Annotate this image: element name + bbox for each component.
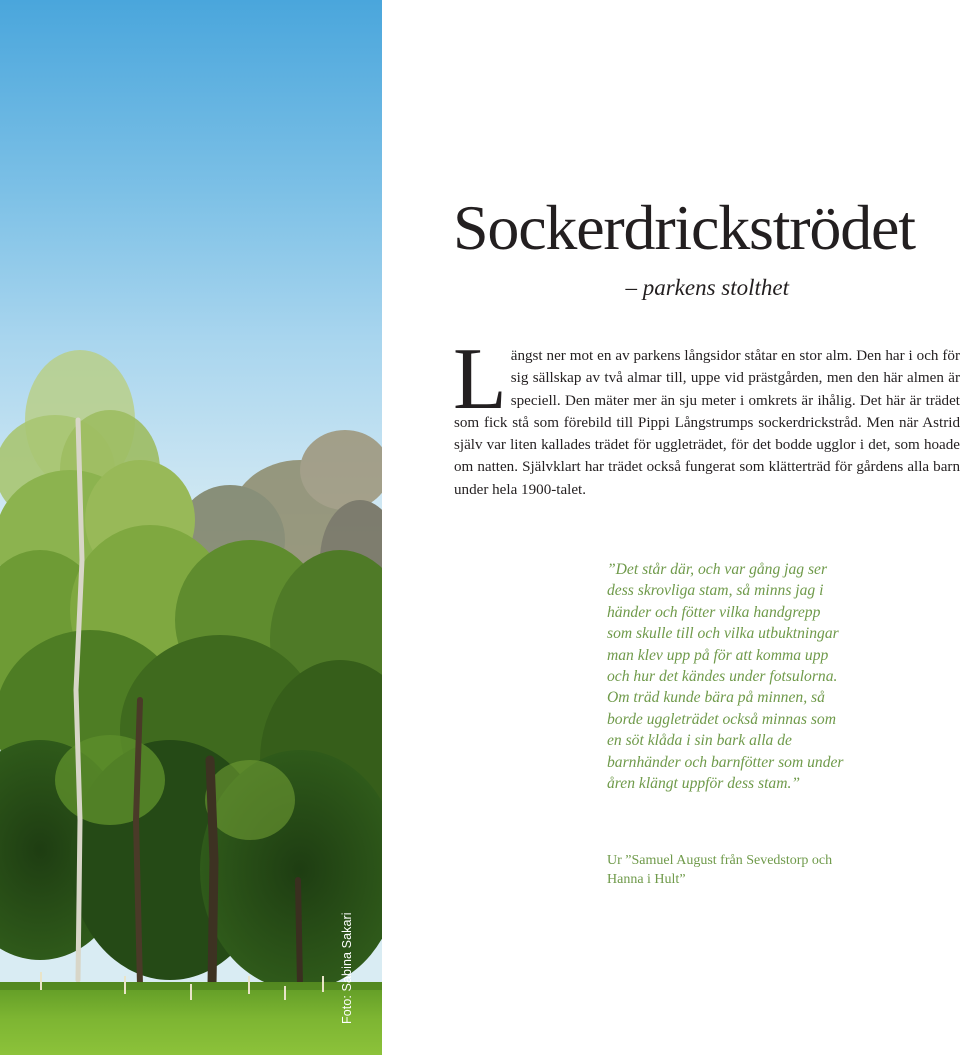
park-photo [0,0,382,1055]
pull-quote: ”Det står där, och var gång jag ser dess skrovliga stam, så minns jag i händer och fötter vilka handgrepp som skulle till och vilka utbuktningar man klev upp på för att komma upp och hur det kändes under fotsulorna. Om träd kunde bära på minnen, så borde uggleträdet också minnas som en söt klåda i sin bark alla de barnhänder och barnfötter som under åren klängt uppför dess stam.” [607,561,844,793]
photo-credit: Foto: Sabina Sakari [340,912,354,1024]
body-text: ängst ner mot en av parkens långsidor ståtar en stor alm. Den har i och för sig sällskap av två almar till, uppe vid prästgården, men den här almen är speciell. Den mäter mer än sju meter i omkrets är ihålig. Det här är trädet som fick stå som förebild till Pippi Långstrumps sockerdrickstråd. Men när Astrid själv var liten kallades trädet för uggleträdet, för det bodde ugglor i det, som hoade om natten. Självklart har trädet också fungerat som klätterträd för gårdens alla barn under hela 1900-talet. [454,348,960,498]
article-body [453,331,960,501]
tree-illustration [0,0,382,1055]
article-subtitle: – parkens stolthet [625,275,789,300]
article-title: Sockerdrickströdet [453,192,915,263]
quote-source: Ur ”Samuel August från Sevedstorp och Hanna i Hult” [607,853,833,887]
drop-cap: L [453,331,507,428]
